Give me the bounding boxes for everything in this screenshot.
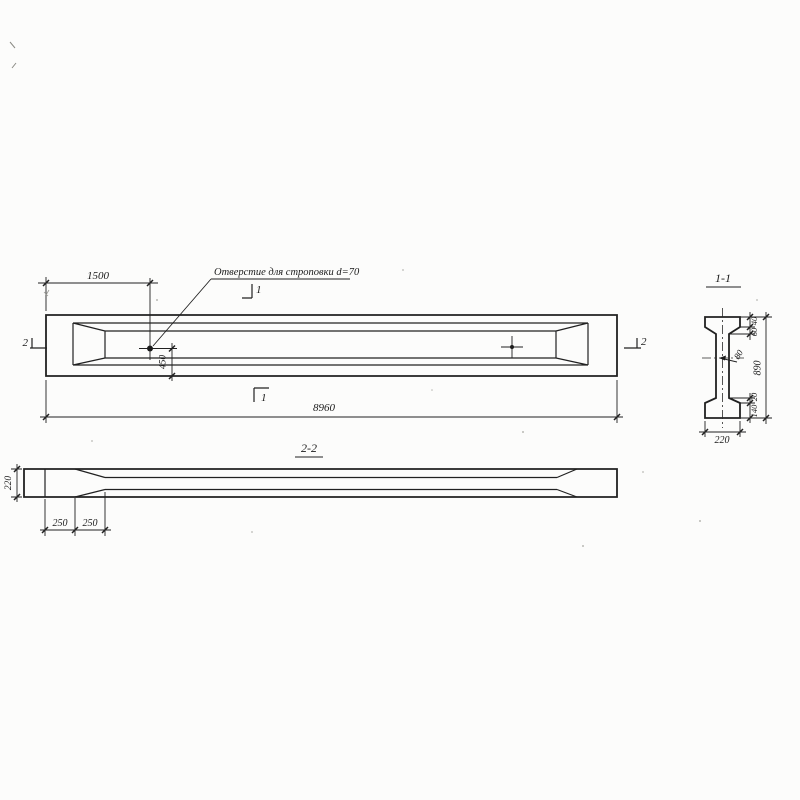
cut-mark-lines [30,338,47,348]
cut-mark-lines [624,338,641,348]
dimension-end-taper [40,492,111,536]
cut-mark-1-bottom [254,388,269,404]
dim-1500-label: 1500 [87,270,109,282]
lifting-hole-right [501,336,523,358]
section-2-2-view [4,441,617,536]
cut-mark-label: 1 [256,284,262,296]
plan-section-outline [24,469,617,497]
dim-8960-label: 8960 [313,402,335,414]
dim-80-label: 80 [731,348,745,361]
section-2-2-title [295,441,323,457]
cut-mark-label: 2 [641,336,647,348]
cut-mark-label: 2 [22,337,28,349]
dimension-hole-from-end [38,270,158,311]
lifting-hole-left [139,278,161,360]
beam-outline [46,315,617,376]
cut-mark-lines [242,284,252,298]
cut-mark-1-top [242,284,262,298]
dim-220-label: 220 [4,475,14,491]
dim-140-label: 140 [749,404,759,418]
dimension-total-length [40,380,623,423]
section-1-1-view [699,271,772,446]
cut-mark-label: 1 [261,392,267,404]
dimension-lines [38,277,158,311]
dimension-thickness [4,464,22,502]
section-title-label: 1-1 [715,271,731,285]
dim-60-label: 60 [749,327,759,337]
dimension-bottom-flange-group [747,392,759,423]
section-title-label: 2-2 [301,441,317,455]
dim-40-label: 40 [749,316,759,326]
elevation-view [23,267,648,423]
section-1-1-title [706,271,741,287]
dim-250-end-label: 250 [52,518,68,529]
dimension-web [719,348,745,362]
slinging-hole-note [153,267,360,346]
cut-mark-2-left [23,337,48,349]
scan-artifacts [10,42,758,547]
section-centerlines [702,308,744,428]
dim-220-label: 220 [714,435,730,446]
plan-section-web [45,469,577,497]
cut-mark-2-right [624,336,647,348]
dimension-top-flange-group [747,312,759,340]
dimension-section-width [699,421,746,446]
dim-450-label: 450 [158,354,169,370]
hole-mark [510,345,514,349]
note-text: Отверстие для строповки d=70 [214,267,360,278]
hole-mark [147,346,153,352]
dim-20-label: 20 [749,392,759,402]
dim-250-taper-label: 250 [82,518,98,529]
dim-890-label: 890 [752,360,764,376]
